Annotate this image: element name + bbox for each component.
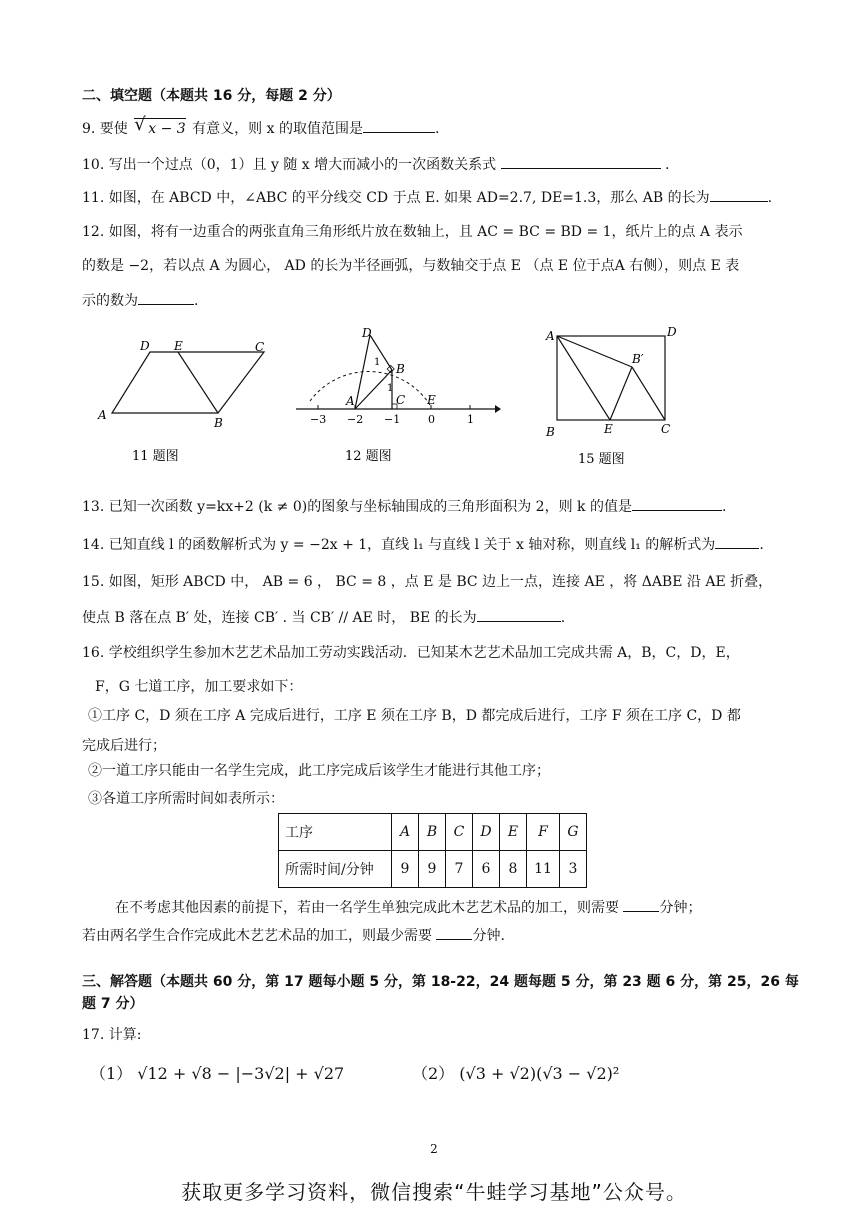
- f15-label-b: B: [546, 425, 555, 439]
- q11-text: 11. 如图，在 ABCD 中，∠ABC 的平分线交 CD 于点 E. 如果 AD=2.7, DE=1.3，那么 AB 的长为: [82, 190, 710, 206]
- f15-label-d: D: [667, 325, 677, 339]
- f11-label-d: D: [140, 339, 150, 353]
- question-12-line-3: [82, 290, 198, 311]
- q10-text: 10. 写出一个过点（0，1）且 y 随 x 增大而减小的一次函数关系式: [82, 157, 497, 173]
- question-17-part-1: （1） √12 + √8 − |−3√2| + √27: [90, 1064, 345, 1083]
- f12-tick-neg2: −2: [347, 413, 364, 426]
- q9-answer-blank[interactable]: [363, 118, 435, 133]
- f11-label-c: C: [255, 340, 265, 354]
- table-cell: 工序: [279, 814, 392, 851]
- q16-requirement-2: ②一道工序只能由一名学生完成，此工序完成后该学生才能进行其他工序；: [88, 763, 550, 779]
- q12-line3-text: 示的数为: [82, 293, 138, 309]
- question-14: [82, 534, 764, 555]
- q16-tail-2: [82, 925, 505, 946]
- f15-caption: 15 题图: [578, 452, 625, 467]
- question-11: [82, 187, 772, 208]
- table-cell: A: [392, 814, 419, 851]
- section-3-heading-line-1: 三、解答题（本题共 60 分，第 17 题每小题 5 分，第 18-22，24 题每题 5 分，第 23 题 6 分，第 25，26 每: [82, 974, 799, 990]
- f11-label-a: A: [98, 408, 107, 422]
- q13-end: .: [721, 499, 727, 515]
- f15-label-b-prime: B′: [632, 352, 644, 366]
- q9-end: .: [434, 121, 440, 137]
- q9-prefix: 9. 要使: [82, 121, 128, 137]
- f15-label-e: E: [604, 422, 613, 436]
- f11-label-e: E: [174, 339, 183, 353]
- f12-label-e: E: [427, 393, 436, 407]
- q16-requirement-3: ③各道工序所需时间如表所示：: [88, 791, 284, 807]
- table-cell: 3: [560, 851, 587, 888]
- q9-radicand: x − 3: [148, 121, 186, 137]
- q14-answer-blank[interactable]: [715, 534, 759, 549]
- f12-caption: 12 题图: [345, 449, 392, 464]
- table-row: [279, 851, 587, 888]
- f15-label-c: C: [661, 422, 671, 436]
- table-cell: C: [446, 814, 473, 851]
- table-cell: 所需时间/分钟: [279, 851, 392, 888]
- q15-end: .: [560, 610, 566, 626]
- table-cell: 8: [500, 851, 527, 888]
- axis-arrow-icon: [495, 405, 501, 413]
- q16-tail1-text: 在不考虑其他因素的前提下，若由一名学生单独完成此木艺艺术品的加工，则需要: [115, 900, 619, 916]
- section-2-heading: 二、填空题（本题共 16 分，每题 2 分）: [82, 88, 341, 104]
- q16-requirement-1a: ①工序 C，D 须在工序 A 完成后进行，工序 E 须在工序 B，D 都完成后进行，工序 F 须在工序 C，D 都: [88, 708, 741, 724]
- question-9: [82, 114, 440, 139]
- q12-answer-blank[interactable]: [138, 290, 194, 305]
- question-16-line-2: F，G 七道工序，加工要求如下：: [95, 679, 303, 695]
- f12-label-d: D: [362, 326, 372, 340]
- table-cell: 7: [446, 851, 473, 888]
- question-15-line-1: 15. 如图，矩形 ABCD 中， AB = 6 ， BC = 8 ，点 E 是 BC 边上一点，连接 AE ，将 ΔABE 沿 AE 折叠，: [82, 574, 773, 590]
- table-cell: F: [527, 814, 560, 851]
- f12-label-b: B: [396, 362, 405, 376]
- q16-tail-1: [115, 897, 701, 918]
- q11-answer-blank[interactable]: [710, 187, 768, 202]
- q9-suffix: 有意义，则 x 的取值范围是: [192, 121, 363, 137]
- f12-label-c: C: [396, 393, 406, 407]
- q11-end: .: [767, 190, 773, 206]
- table-cell: 11: [527, 851, 560, 888]
- q16-answer-blank-2[interactable]: [436, 925, 472, 940]
- f12-label-1b: 1: [387, 383, 394, 394]
- f12-label-a: A: [346, 394, 355, 408]
- f12-tick-neg1: −1: [384, 413, 401, 426]
- q15-answer-blank[interactable]: [477, 607, 561, 622]
- question-13: [82, 496, 726, 517]
- sqrt-sign-icon: √: [134, 114, 146, 135]
- q14-text: 14. 已知直线 l 的函数解析式为 y = −2x + 1，直线 l₁ 与直线 l 关于 x 轴对称，则直线 l₁ 的解析式为: [82, 537, 716, 553]
- figure-11-parallelogram: [92, 335, 282, 470]
- table-cell: G: [560, 814, 587, 851]
- q16-tail2-text: 若由两名学生合作完成此木艺艺术品的加工，则最少需要: [82, 928, 432, 944]
- table-cell: B: [419, 814, 446, 851]
- figure-12-number-line: [290, 325, 505, 470]
- page-number: 2: [430, 1142, 438, 1156]
- footer-promo: 获取更多学习资料，微信搜索“牛蛙学习基地”公众号。: [181, 1180, 687, 1204]
- q12-end: .: [194, 293, 199, 309]
- question-17-part-2: （2） (√3 + √2)(√3 − √2)²: [412, 1064, 620, 1083]
- q10-answer-blank[interactable]: [501, 154, 661, 169]
- f12-tick-1: 1: [467, 413, 474, 426]
- process-time-table: [278, 813, 587, 888]
- figure-15-rectangle: [540, 322, 690, 470]
- question-12-line-2: 的数是 −2，若以点 A 为圆心， AD 的长为半径画弧，与数轴交于点 E （点 E 位于点A 右侧），则点 E 表: [82, 258, 740, 274]
- q10-end: .: [665, 157, 670, 173]
- q16-tail1-unit: 分钟；: [659, 900, 702, 916]
- question-15-line-2: [82, 607, 565, 628]
- q13-text: 13. 已知一次函数 y=kx+2 (k ≠ 0)的图象与坐标轴围成的三角形面积为 2，则 k 的值是: [82, 499, 632, 515]
- table-cell: 9: [419, 851, 446, 888]
- table-row: [279, 814, 587, 851]
- table-cell: 6: [473, 851, 500, 888]
- f12-label-1a: 1: [374, 357, 381, 368]
- f12-tick-0: 0: [428, 413, 435, 426]
- q13-answer-blank[interactable]: [632, 496, 722, 511]
- f12-tick-neg3: −3: [310, 413, 327, 426]
- sqrt-expression: [134, 114, 186, 139]
- q16-answer-blank-1[interactable]: [623, 897, 659, 912]
- question-17-title: 17. 计算:: [82, 1027, 142, 1043]
- question-16-line-1: 16. 学校组织学生参加木艺艺术品加工劳动实践活动．已知某木艺艺术品加工完成共需 A，B，C，D，E，: [82, 645, 740, 661]
- question-12-line-1: 12. 如图，将有一边重合的两张直角三角形纸片放在数轴上，且 AC = BC = BD = 1，纸片上的点 A 表示: [82, 224, 743, 240]
- f15-label-a: A: [546, 329, 555, 343]
- question-10: [82, 154, 670, 175]
- f11-label-b: B: [214, 416, 223, 430]
- table-cell: E: [500, 814, 527, 851]
- q16-requirement-1b: 完成后进行；: [82, 738, 166, 754]
- q16-tail2-unit: 分钟.: [472, 928, 505, 944]
- q15-line2-text: 使点 B 落在点 B′ 处，连接 CB′ . 当 CB′ // AE 时， BE 的长为: [82, 610, 477, 626]
- q14-end: .: [759, 537, 764, 553]
- table-cell: D: [473, 814, 500, 851]
- section-3-heading-line-2: 题 7 分）: [82, 996, 144, 1012]
- table-cell: 9: [392, 851, 419, 888]
- f11-caption: 11 题图: [132, 449, 179, 464]
